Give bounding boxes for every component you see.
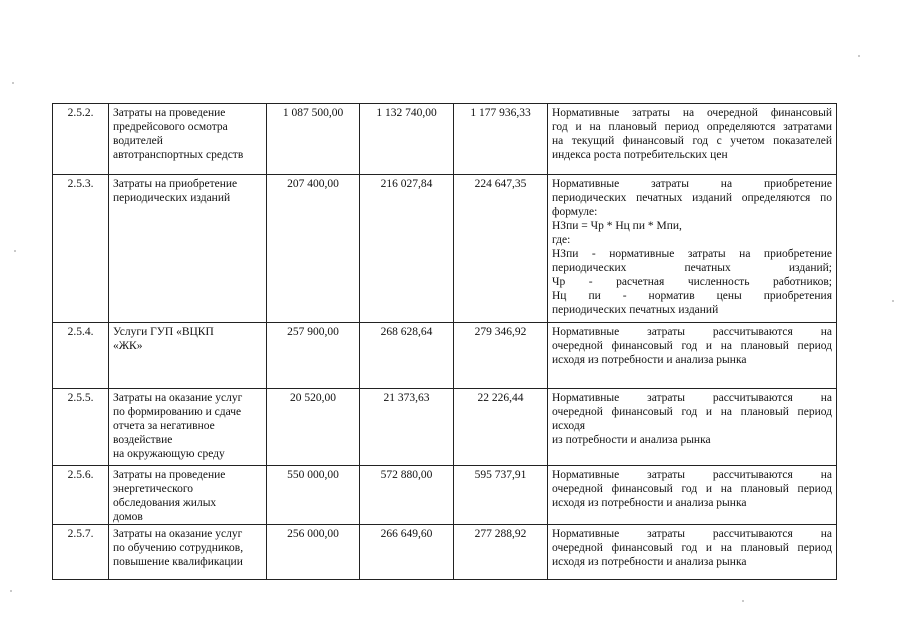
description-line: Нормативные затраты рассчитываются на	[552, 469, 832, 481]
scan-speck	[892, 300, 894, 302]
description-line: исходя из потребности и анализа рынка	[552, 354, 747, 366]
description-line: Нормативные затраты рассчитываются на	[552, 326, 832, 338]
scan-speck	[14, 250, 16, 252]
item-name-line: воздействие	[113, 434, 173, 446]
description-line: периодических печатных изданий;	[552, 262, 832, 274]
description-line: НЗпи - нормативные затраты на приобретение	[552, 248, 832, 260]
description-line: периодических печатных изданий определяются по	[552, 192, 832, 204]
item-code-cell: 2.5.7.	[53, 525, 109, 580]
description-line: Нормативные затраты рассчитываются на	[552, 528, 832, 540]
item-name-line: автотранспортных средств	[113, 149, 244, 161]
amount-year-1-cell: 257 900,00	[267, 323, 360, 389]
item-name-line: обследования жилых	[113, 497, 217, 509]
item-code-cell: 2.5.4.	[53, 323, 109, 389]
description-line: год и на плановый период определяются затратами	[552, 121, 832, 133]
description-line: где:	[552, 234, 571, 246]
description-line: исходя из потребности и анализа рынка	[552, 497, 747, 509]
amount-year-1-cell: 20 520,00	[267, 389, 360, 466]
item-name-line: Услуги ГУП «ВЦКП	[113, 326, 214, 338]
item-name-line: «ЖК»	[113, 340, 143, 352]
item-name-line: отчета за негативное	[113, 420, 215, 432]
description-cell	[548, 104, 837, 175]
item-name-cell	[109, 466, 267, 525]
table-row	[53, 104, 837, 175]
item-code-cell: 2.5.3.	[53, 175, 109, 323]
item-code-cell: 2.5.5.	[53, 389, 109, 466]
description-line: исходя из потребности и анализа рынка	[552, 556, 747, 568]
item-name-line: Затраты на приобретение	[113, 178, 238, 190]
item-name-line: Затраты на оказание услуг	[113, 392, 243, 404]
item-name-cell	[109, 104, 267, 175]
amount-year-3-cell: 1 177 936,33	[454, 104, 548, 175]
description-line: периодических печатных изданий	[552, 304, 719, 316]
amount-year-1-cell: 256 000,00	[267, 525, 360, 580]
item-name-line: по обучению сотрудников,	[113, 542, 244, 554]
table-row	[53, 389, 837, 466]
amount-year-2-cell: 216 027,84	[360, 175, 454, 323]
scan-speck	[10, 590, 12, 592]
description-line: Нормативные затраты рассчитываются на	[552, 392, 832, 404]
item-name-line: на окружающую среду	[113, 448, 225, 460]
scan-speck	[858, 55, 860, 57]
amount-year-2-cell: 268 628,64	[360, 323, 454, 389]
item-name-line: домов	[113, 511, 143, 523]
description-line: формуле:	[552, 206, 598, 218]
description-cell	[548, 466, 837, 525]
table-row	[53, 175, 837, 323]
cost-table-body	[53, 104, 837, 580]
item-name-line: водителей	[113, 135, 163, 147]
amount-year-3-cell: 277 288,92	[454, 525, 548, 580]
description-cell	[548, 323, 837, 389]
description-line: Нормативные затраты на приобретение	[552, 178, 832, 190]
item-name-cell	[109, 389, 267, 466]
item-name-line: Затраты на проведение	[113, 107, 226, 119]
amount-year-3-cell: 22 226,44	[454, 389, 548, 466]
amount-year-1-cell: 1 087 500,00	[267, 104, 360, 175]
amount-year-2-cell: 1 132 740,00	[360, 104, 454, 175]
description-line: Нормативные затраты на очередной финансовый	[552, 107, 832, 119]
description-line: исходя	[552, 420, 585, 432]
description-cell	[548, 525, 837, 580]
amount-year-2-cell: 572 880,00	[360, 466, 454, 525]
item-code-cell: 2.5.2.	[53, 104, 109, 175]
description-line: очередной финансовый год и на плановый период	[552, 483, 832, 495]
table-row	[53, 323, 837, 389]
description-cell	[548, 175, 837, 323]
cost-table	[52, 103, 837, 580]
item-name-line: Затраты на проведение	[113, 469, 226, 481]
description-cell	[548, 389, 837, 466]
item-name-cell	[109, 323, 267, 389]
description-line: индекса роста потребительских цен	[552, 149, 728, 161]
amount-year-3-cell: 595 737,91	[454, 466, 548, 525]
amount-year-1-cell: 207 400,00	[267, 175, 360, 323]
scan-speck	[742, 600, 744, 602]
description-line: очередной финансовый год и на плановый период	[552, 406, 832, 418]
description-line: очередной финансовый год и на плановый период	[552, 340, 832, 352]
description-line: Нц пи - норматив цены приобретения	[552, 290, 832, 302]
amount-year-3-cell: 224 647,35	[454, 175, 548, 323]
amount-year-1-cell: 550 000,00	[267, 466, 360, 525]
item-code-cell: 2.5.6.	[53, 466, 109, 525]
amount-year-2-cell: 266 649,60	[360, 525, 454, 580]
scan-speck	[12, 82, 14, 84]
item-name-line: периодических изданий	[113, 192, 231, 204]
description-line: очередной финансовый год и на плановый период	[552, 542, 832, 554]
item-name-cell	[109, 175, 267, 323]
item-name-cell	[109, 525, 267, 580]
item-name-line: повышение квалификации	[113, 556, 243, 568]
table-row	[53, 525, 837, 580]
item-name-line: энергетического	[113, 483, 194, 495]
description-line: из потребности и анализа рынка	[552, 434, 711, 446]
amount-year-2-cell: 21 373,63	[360, 389, 454, 466]
description-line: НЗпи = Чр * Нц пи * Мпи,	[552, 220, 682, 232]
item-name-line: по формированию и сдаче	[113, 406, 242, 418]
table-row	[53, 466, 837, 525]
description-line: на текущий финансовый год с учетом показателей	[552, 135, 832, 147]
item-name-line: предрейсового осмотра	[113, 121, 228, 133]
item-name-line: Затраты на оказание услуг	[113, 528, 243, 540]
amount-year-3-cell: 279 346,92	[454, 323, 548, 389]
description-line: Чр - расчетная численность работников;	[552, 276, 832, 288]
